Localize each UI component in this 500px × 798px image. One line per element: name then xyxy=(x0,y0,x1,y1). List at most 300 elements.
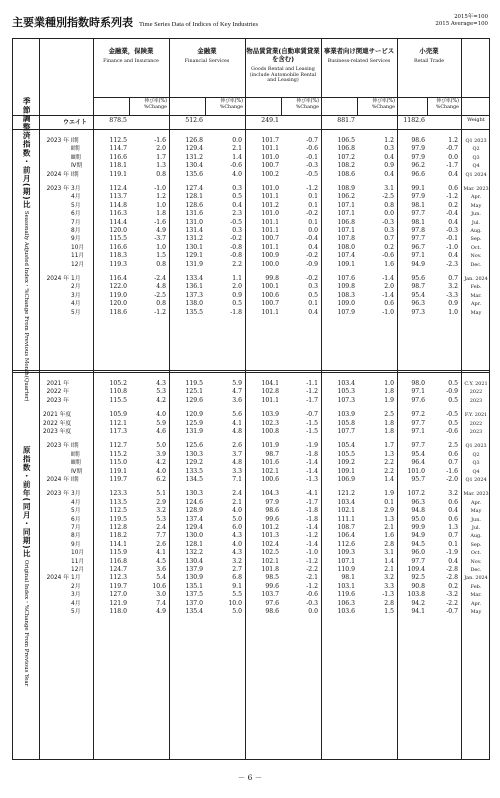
change-value: 5.5 xyxy=(232,591,242,599)
change-value: -2.0 xyxy=(446,476,458,483)
table-row xyxy=(13,411,489,419)
table-row xyxy=(13,300,489,308)
row-divider xyxy=(13,129,489,130)
change-value: 0.1 xyxy=(308,300,318,308)
change-value: 0.2 xyxy=(448,201,458,209)
row-period-en: Aug. xyxy=(470,228,482,234)
index-value: 118.3 xyxy=(109,252,127,260)
index-value: 131.6 xyxy=(185,210,203,218)
table-row xyxy=(13,145,489,153)
index-value: 100.9 xyxy=(261,252,279,260)
index-value: 131.2 xyxy=(185,153,203,161)
index-value: 97.6 xyxy=(265,599,279,607)
table-row xyxy=(13,574,489,582)
change-value: 2.0 xyxy=(384,283,394,291)
change-label-jp: 伸び率(%) xyxy=(220,99,243,104)
row-period: 2月 xyxy=(71,284,81,291)
table-row xyxy=(13,252,489,260)
table-row xyxy=(13,566,489,574)
change-value: 0.8 xyxy=(156,170,166,178)
index-value: 135.5 xyxy=(185,308,203,316)
index-value: 119.5 xyxy=(109,515,127,523)
index-value: 138.0 xyxy=(185,300,203,308)
index-value: 109.2 xyxy=(337,459,355,467)
change-value: 10.0 xyxy=(228,599,242,607)
change-value: 4.3 xyxy=(232,532,242,540)
index-value: 135.4 xyxy=(185,608,203,615)
row-year: 2024 年 xyxy=(46,575,69,582)
change-value: -3.3 xyxy=(446,291,458,299)
index-value: 94.9 xyxy=(411,532,425,540)
index-value: 95.7 xyxy=(411,476,425,483)
change-value: -1.7 xyxy=(446,162,458,170)
row-period-en: Jul. xyxy=(471,219,481,226)
index-value: 101.1 xyxy=(261,227,279,234)
index-value: 107.6 xyxy=(337,275,355,282)
change-value: 2.0 xyxy=(156,145,166,153)
base-year-note xyxy=(435,14,488,28)
table-row xyxy=(13,600,489,608)
change-value: 5.0 xyxy=(232,515,242,523)
weight-value: 512.6 xyxy=(185,117,203,124)
index-value: 101.9 xyxy=(261,442,279,450)
index-value: 119.1 xyxy=(109,170,127,178)
row-period: 4月 xyxy=(71,499,81,506)
row-period: 7月 xyxy=(71,525,81,531)
index-value: 112.1 xyxy=(109,419,127,427)
column-title-en: Financial Services xyxy=(184,59,230,64)
change-value: 0.8 xyxy=(384,201,394,209)
index-value: 101.1 xyxy=(261,243,279,251)
index-value: 98.5 xyxy=(265,574,279,582)
change-value: -2.1 xyxy=(306,574,318,582)
index-value: 131.2 xyxy=(185,235,203,243)
table-row xyxy=(13,210,489,218)
row-period: 1月 xyxy=(71,575,81,582)
change-label-en: %Change xyxy=(219,105,243,110)
change-value: 2.8 xyxy=(384,540,394,548)
row-period: 9月 xyxy=(71,236,81,243)
change-value: 4.8 xyxy=(156,283,166,291)
change-value: 2.1 xyxy=(384,524,394,531)
index-value: 105.4 xyxy=(337,442,355,450)
row-period: Ⅰ期 xyxy=(71,443,79,450)
column-title-jp: 金融業 xyxy=(197,47,217,55)
change-value: -1.8 xyxy=(306,515,318,523)
change-value: 3.1 xyxy=(384,185,394,192)
row-period: Ⅰ期 xyxy=(71,477,79,483)
change-label-en: %Change xyxy=(435,105,459,110)
change-value: 0.4 xyxy=(384,153,394,161)
index-value: 97.9 xyxy=(411,153,425,161)
index-value: 104.3 xyxy=(261,490,279,498)
index-value: 106.4 xyxy=(337,532,355,540)
change-value: 0.0 xyxy=(448,153,458,161)
index-value: 95.4 xyxy=(411,450,425,458)
table-row xyxy=(13,507,489,515)
table-row xyxy=(13,591,489,599)
row-period: 11月 xyxy=(71,253,85,260)
change-value: 0.3 xyxy=(232,227,242,234)
change-value: 0.7 xyxy=(448,275,458,282)
index-value: 137.4 xyxy=(185,515,203,523)
index-value: 98.1 xyxy=(411,218,425,226)
weight-value: 249.1 xyxy=(261,117,279,124)
index-value: 109.8 xyxy=(337,283,355,291)
change-value: -1.8 xyxy=(306,450,318,458)
change-value: 5.9 xyxy=(232,380,242,387)
change-value: 4.0 xyxy=(156,411,166,419)
change-label-en: %Change xyxy=(143,105,167,110)
row-period-en: Jun. xyxy=(471,211,481,218)
table-row xyxy=(13,283,489,291)
table-row xyxy=(13,451,489,459)
row-period: 12月 xyxy=(71,261,85,268)
change-value: 5.3 xyxy=(156,388,166,396)
row-period-en: Jan. 2024 xyxy=(464,575,488,582)
change-value: 3.2 xyxy=(448,490,458,498)
change-value: 3.0 xyxy=(156,591,166,599)
index-value: 119.3 xyxy=(109,260,127,268)
change-value: 0.5 xyxy=(308,291,318,299)
index-value: 101.6 xyxy=(261,459,279,467)
change-value: 0.0 xyxy=(308,608,318,615)
index-value: 130.0 xyxy=(185,532,203,540)
index-value: 127.0 xyxy=(109,591,127,599)
change-value: 0.3 xyxy=(384,227,394,234)
index-value: 114.1 xyxy=(109,540,127,548)
index-value: 121.9 xyxy=(109,599,127,607)
change-value: 4.7 xyxy=(232,388,242,396)
change-value: 0.0 xyxy=(232,137,242,144)
table-row xyxy=(13,171,489,179)
change-value: -1.8 xyxy=(230,308,242,316)
change-value: 3.7 xyxy=(232,450,242,458)
change-value: 2.3 xyxy=(232,210,242,218)
change-value: 7.4 xyxy=(156,599,166,607)
index-value: 118.1 xyxy=(109,162,127,170)
index-value: 109.4 xyxy=(407,566,425,573)
change-value: 4.1 xyxy=(156,549,166,557)
change-value: 1.6 xyxy=(384,260,394,268)
index-value: 135.6 xyxy=(185,170,203,178)
change-value: 1.5 xyxy=(384,608,394,615)
change-value: -0.5 xyxy=(446,411,458,419)
row-period-en: Q3 xyxy=(472,460,480,467)
index-value: 127.4 xyxy=(185,185,203,192)
change-value: 1.0 xyxy=(156,201,166,209)
index-value: 128.1 xyxy=(185,540,203,548)
change-value: -1.5 xyxy=(306,419,318,427)
index-value: 105.8 xyxy=(337,419,355,427)
index-value: 119.6 xyxy=(337,591,355,599)
index-value: 108.2 xyxy=(337,162,355,170)
table-row xyxy=(13,261,489,269)
row-period: 8月 xyxy=(71,533,81,540)
index-value: 100.1 xyxy=(261,283,279,291)
index-value: 116.6 xyxy=(109,243,127,251)
row-period-en: Feb. xyxy=(470,284,482,291)
change-value: 4.6 xyxy=(156,428,166,435)
column-title-en: Goods Rental and Leasing (include Automobile Rental and Leasing) xyxy=(249,67,317,84)
change-value: 10.6 xyxy=(152,582,166,590)
change-subheader xyxy=(357,97,397,115)
index-value: 118.0 xyxy=(109,608,127,615)
change-value: 1.7 xyxy=(384,442,394,450)
change-value: 1.3 xyxy=(156,162,166,170)
table-row xyxy=(13,275,489,283)
change-value: -1.2 xyxy=(306,185,318,192)
index-value: 99.8 xyxy=(265,275,279,282)
index-value: 126.8 xyxy=(185,137,203,144)
change-value: -0.8 xyxy=(230,252,242,260)
index-value: 107.8 xyxy=(337,235,355,243)
table-row xyxy=(13,524,489,532)
index-value: 120.0 xyxy=(109,227,127,234)
index-value: 108.6 xyxy=(337,170,355,178)
index-value: 97.1 xyxy=(411,428,425,435)
change-value: -2.8 xyxy=(446,574,458,582)
section-label-original-en: Original Index・%Change From Previous Year xyxy=(23,558,30,687)
table-row xyxy=(13,558,489,566)
column-title-en: Retail Trade xyxy=(413,59,445,64)
index-value: 119.7 xyxy=(109,582,127,590)
row-period: 10月 xyxy=(71,244,85,251)
change-value: 4.0 xyxy=(232,170,242,178)
index-value: 113.5 xyxy=(109,498,127,506)
change-value: -0.3 xyxy=(382,218,394,226)
change-value: -0.2 xyxy=(306,210,318,218)
index-value: 97.7 xyxy=(411,419,425,427)
index-value: 103.9 xyxy=(337,411,355,419)
row-period: 4月 xyxy=(71,301,81,308)
index-value: 102.4 xyxy=(261,540,279,548)
change-value: -0.7 xyxy=(306,411,318,419)
row-period-en: Q4 xyxy=(472,468,480,475)
row-period: Ⅳ期 xyxy=(71,163,83,170)
change-value: 4.3 xyxy=(156,380,166,387)
row-year: 2021 年度 xyxy=(43,412,72,419)
row-period: 5月 xyxy=(71,609,81,615)
change-value: 3.3 xyxy=(384,582,394,590)
change-value: 1.8 xyxy=(384,419,394,427)
index-value: 95.4 xyxy=(411,291,425,299)
table-row xyxy=(13,193,489,201)
column-header xyxy=(245,39,321,97)
change-value: 0.9 xyxy=(384,162,394,170)
index-value: 119.5 xyxy=(185,380,203,387)
index-value: 117.3 xyxy=(109,428,127,435)
index-value: 99.6 xyxy=(265,515,279,523)
change-value: 0.9 xyxy=(448,300,458,308)
row-period: Ⅳ期 xyxy=(71,468,83,475)
change-value: 1.6 xyxy=(384,532,394,540)
row-year: 2023 年 xyxy=(46,397,69,404)
change-value: 4.9 xyxy=(156,608,166,615)
row-period: 10月 xyxy=(71,550,85,557)
change-value: 0.6 xyxy=(448,515,458,523)
change-value: -0.7 xyxy=(306,137,318,144)
index-value: 97.7 xyxy=(411,210,425,218)
change-value: -0.5 xyxy=(230,218,242,226)
index-value: 104.1 xyxy=(261,380,279,387)
row-period: 5月 xyxy=(71,309,81,316)
row-year: 2023 年 xyxy=(46,443,69,450)
index-value: 97.7 xyxy=(411,442,425,450)
change-value: 0.8 xyxy=(156,260,166,268)
change-value: 2.4 xyxy=(232,490,242,498)
change-value: -1.3 xyxy=(382,591,394,599)
change-value: 0.5 xyxy=(448,396,458,404)
index-value: 134.5 xyxy=(185,476,203,483)
index-value: 119.1 xyxy=(109,467,127,475)
index-value: 99.9 xyxy=(411,524,425,531)
index-value: 97.7 xyxy=(411,235,425,243)
row-year: 2022 年度 xyxy=(43,420,72,427)
row-period-en: May xyxy=(470,609,482,615)
index-value: 103.8 xyxy=(407,591,425,599)
index-value: 92.5 xyxy=(411,574,425,582)
column-header xyxy=(169,39,245,97)
change-value: -0.4 xyxy=(446,210,458,218)
table-row xyxy=(13,292,489,300)
title-jp: 主要業種別指数時系列表 xyxy=(12,16,133,29)
index-value: 137.5 xyxy=(185,591,203,599)
change-value: 1.8 xyxy=(384,388,394,396)
change-value: 4.9 xyxy=(156,227,166,234)
change-value: -2.5 xyxy=(382,193,394,201)
row-period-en: Sep. xyxy=(470,236,482,243)
change-value: 6.8 xyxy=(232,574,242,582)
change-value: -0.9 xyxy=(446,388,458,396)
index-value: 112.8 xyxy=(109,524,127,531)
index-value: 129.4 xyxy=(185,145,203,153)
change-value: -0.3 xyxy=(306,599,318,607)
change-value: 0.6 xyxy=(448,185,458,192)
change-value: -0.4 xyxy=(306,235,318,243)
table-row xyxy=(13,490,489,498)
change-value: 2.9 xyxy=(156,498,166,506)
change-value: 5.3 xyxy=(156,515,166,523)
change-value: 0.4 xyxy=(448,170,458,178)
index-value: 130.3 xyxy=(185,490,203,498)
index-value: 108.7 xyxy=(337,524,355,531)
index-value: 130.3 xyxy=(185,450,203,458)
change-value: 2.2 xyxy=(232,260,242,268)
table-row xyxy=(13,583,489,591)
change-value: 0.3 xyxy=(384,145,394,153)
table-row xyxy=(13,541,489,549)
change-value: 5.4 xyxy=(156,574,166,582)
change-value: 2.1 xyxy=(232,145,242,153)
change-value: 2.7 xyxy=(232,566,242,573)
index-value: 101.1 xyxy=(261,218,279,226)
change-value: -0.6 xyxy=(382,252,394,260)
row-period-en: Mar. xyxy=(470,592,482,599)
change-value: 2.6 xyxy=(156,540,166,548)
change-value: 0.6 xyxy=(448,450,458,458)
index-value: 106.9 xyxy=(337,476,355,483)
index-value: 97.6 xyxy=(411,396,425,404)
change-value: -0.6 xyxy=(306,145,318,153)
row-period: 11月 xyxy=(71,558,85,565)
change-label-jp: 伸び率(%) xyxy=(144,99,167,104)
base-year: 2015年=100 xyxy=(454,14,488,20)
row-period-en: 2022 xyxy=(469,420,483,427)
change-value: -0.6 xyxy=(230,162,242,170)
change-value: 0.1 xyxy=(384,498,394,506)
index-value: 111.1 xyxy=(337,515,355,523)
index-value: 115.2 xyxy=(109,450,127,458)
index-value: 100.7 xyxy=(261,300,279,308)
index-value: 118.2 xyxy=(109,532,127,540)
change-value: 3.2 xyxy=(448,283,458,291)
row-period: 3月 xyxy=(71,186,81,192)
change-subheader xyxy=(129,97,169,115)
row-period-en: Dec. xyxy=(470,567,482,573)
index-value: 96.4 xyxy=(411,459,425,467)
index-value: 135.1 xyxy=(185,582,203,590)
index-value: 102.8 xyxy=(261,388,279,396)
change-value: 2.2 xyxy=(384,459,394,467)
table-row xyxy=(13,388,489,396)
row-period: 12月 xyxy=(71,567,85,573)
page-title xyxy=(12,14,258,30)
change-value: -1.0 xyxy=(382,308,394,316)
index-value: 125.1 xyxy=(185,388,203,396)
change-value: 0.1 xyxy=(308,201,318,209)
row-period: 4月 xyxy=(71,600,81,607)
section-label-seasonally-adjusted-en: Seasonally Adjusted Index・%Change From Previous Month(Quarter) xyxy=(23,209,30,402)
index-value: 99.1 xyxy=(411,185,425,192)
change-value: 1.1 xyxy=(232,275,242,282)
table-row xyxy=(13,219,489,227)
change-value: 0.8 xyxy=(156,300,166,308)
row-period-en: Apr. xyxy=(470,194,482,201)
index-value: 108.3 xyxy=(337,291,355,299)
index-value: 128.6 xyxy=(185,201,203,209)
index-value: 102.5 xyxy=(261,549,279,557)
change-value: 3.1 xyxy=(384,549,394,557)
index-value: 110.8 xyxy=(109,388,127,396)
index-value: 107.1 xyxy=(337,210,355,218)
index-value: 101.1 xyxy=(261,193,279,201)
row-period: 3月 xyxy=(71,592,81,599)
index-value: 100.7 xyxy=(261,235,279,243)
change-value: -2.3 xyxy=(446,260,458,268)
change-value: 0.1 xyxy=(308,193,318,201)
row-period-en: Mar. xyxy=(470,292,482,299)
row-divider xyxy=(13,115,489,116)
row-year: 2021 年 xyxy=(46,381,69,387)
change-value: -1.4 xyxy=(306,459,318,467)
table-row xyxy=(13,476,489,484)
index-value: 95.6 xyxy=(411,275,425,282)
column-header xyxy=(321,39,397,97)
change-value: 3.6 xyxy=(232,396,242,404)
row-period-en: Oct. xyxy=(470,550,482,557)
change-value: 4.8 xyxy=(232,428,242,435)
change-label-jp: 伸び率(%) xyxy=(372,99,395,104)
change-value: -0.6 xyxy=(446,428,458,435)
change-value: 0.5 xyxy=(232,300,242,308)
row-period-en: Apr. xyxy=(470,499,482,506)
change-value: 3.9 xyxy=(156,450,166,458)
change-value: 0.4 xyxy=(308,308,318,316)
index-value: 137.0 xyxy=(185,599,203,607)
change-value: 0.4 xyxy=(448,557,458,565)
change-value: 0.2 xyxy=(448,582,458,590)
